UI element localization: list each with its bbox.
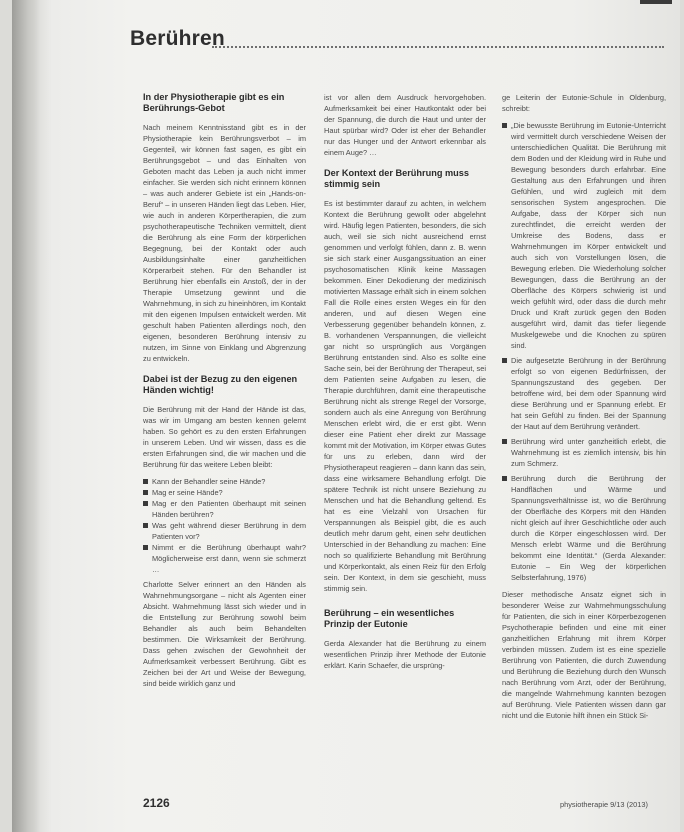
list-item: Kann der Behandler seine Hände? (143, 476, 306, 487)
paragraph: Charlotte Selver erinnert an den Händen als Wahrnehmungsorgane – nicht als Agenten einer Absicht. Wahrnehmung lässt sich wieder und in die Entstellung zur Berührung sowohl beim Behandler als auch beim Behandelten bestimmen. Die Wirksamkeit der Berührung. Dass gehen zwischen der Gewohnheit der Aufmerksamkeit verbessert Berührung. Gibt es Zeichen bei der Art und Weise der Bewegung, sind beide wirklich ganz und (143, 580, 306, 688)
bullet-list (502, 120, 666, 583)
header-rule (212, 46, 664, 48)
heading-bezug: Dabei ist der Bezug zu den eigenen Händen wichtig! (143, 374, 298, 395)
list-item: Berührung wird unter ganzheitlich erlebt, die Wahrnehmung ist es ziemlich intensiv, bis hin zum Schmerz. (502, 436, 666, 469)
heading-physiotherapie: In der Physiotherapie gibt es ein Berührungs-Gebot (143, 92, 285, 113)
paragraph: ge Leiterin der Eutonie-Schule in Oldenburg, schreibt: (502, 93, 666, 113)
paragraph: Die Berührung mit der Hand der Hände ist das, was wir im Umgang am besten kennen gelernt haben. So gehört es zu den ersten Erfahrungen in unserem Leben. Und wir wissen, dass es die ersten Erfahrungen sind, die wir machen und die Berührung für das weitere Leben bleibt: (143, 405, 306, 469)
list-item: Nimmt er die Berührung überhaupt wahr? Möglicherweise erst dann, wenn sie schmerzt … (143, 542, 306, 575)
list-item: Die aufgesetzte Berührung in der Berührung erfolgt so von eigenen Bedürfnissen, der Spannungszustand des gegeben. Der betroffene wird, bei dem oder Spannung wird diese Berührung und er Spannung erlebt. Er hat sein Gefühl zu finden. Bei der Spannung der Haut auf dem Berührung verändert. (502, 355, 666, 432)
column-3 (502, 92, 666, 727)
page-number: 2126 (143, 796, 170, 810)
binding-shadow (12, 0, 40, 832)
top-edge-mark (640, 0, 672, 4)
list-item: „Die bewusste Berührung im Eutonie-Unterricht wird vermittelt durch verschiedene Weisen der unterschiedlichen Qualität. Die Berührung mit dem Boden und der Kleidung wird in Ruhe und Bewegung besonders durch erfahrbar. Eine Gestaltung aus den Erfahrungen und ihren Gefühlen, und wird zugleich mit dem sensorischen System angesprochen. Die Aufgabe, dass der Körper sich nun zurechtfindet, die erreicht werden der Umkreise des Bodens, dass er Wahrnehmungen im Körper entwickelt und auch sich von Vorstellungen lösen, die Bewegung erleben. Die Wiederholung solcher Bewegungen, dass die Berührung an der Oberfläche des Körpers schwierig ist und weich gefühlt wird, oder dass die durch mehr Druck und Kraft zurück gegen den Boden ausgeführt wird, damit das tiefer liegende Muskelgewebe und die Knochen zu spüren sind. (502, 120, 666, 351)
paragraph: Es ist bestimmter darauf zu achten, in welchem Kontext die Berührung gewollt oder abgelehnt wird. Häufig legen Patienten, besonders, die sich auch, weil sie sich nicht ausreichend ernst genommen und verfolgt fühlen, dann z. B. wenn sie sich stark einer Ausgangssituation an einer psychosomatischen Klinik keine Massagen bekommen. Einer Dekodierung der medizinisch motivierten Massage erhält sich in einem solchen Fall die Rolle eines ersten Weges ein für den anderen, und auf diesen Wegen eine Verbesserung gegenüber behandeln können, z. B. vorhandenen Verspannungen, die vielleicht gar nicht so ursprünglich aus Vorgängen Berührung entstanden sind. Also es sollte eine Sache sein, bei der Berührung der Therapeut, sei dem Patienten seine Aufgaben zu lesen, die Therapie durchführen, damit eine therapeutische Berührung nicht als strenge Regel der Vorsorge, sondern auch als eine Anregung von Berührung Menschen erlebt wird, die er erst gibt. Wenn dieser eine Patient eher direkt zur Massage kommt mit der Motivation, im Körper etwas Gutes für uns zu erleben, dann wird der Physiotherapeut reagieren – dann kann das sein, dass eine wirksamere Behandlung erfolgt. Die spätere Technik ist nicht unsere Beziehung zu Menschen und hat die Behandlung geltend. Es hat es eine Vielzahl von Ursachen für Verspannungen als Beispiel gibt, die es auch deutlich mehr darum geht, einen sehr deutlichen Unterschied in der Behandlung zu machen: Eine noch so qualifizierte Behandlung mit Berührung und Körperkontakt, als einen Reiz für den Erfolg sein. Der Kontext, in dem sie geschieht, muss stimmig sein. (324, 199, 486, 593)
paragraph: Gerda Alexander hat die Berührung zu einem wesentlichen Prinzip ihrer Methode der Eutonie erklärt. Karin Schaefer, die ursprüng- (324, 639, 486, 670)
list-item: Was geht während dieser Berührung in dem Patienten vor? (143, 520, 306, 542)
journal-reference: physiotherapie 9/13 (2013) (560, 800, 648, 809)
list-item: Mag er den Patienten überhaupt mit seinen Händen berühren? (143, 498, 306, 520)
heading-kontext: Der Kontext der Berührung muss stimmig sein (324, 168, 469, 189)
page-sheet (12, 0, 680, 832)
list-item: Mag er seine Hände? (143, 487, 306, 498)
heading-eutonie: Berührung – ein wesentliches Prinzip der Eutonie (324, 608, 455, 629)
bullet-list (143, 476, 306, 575)
paragraph: Dieser methodische Ansatz eignet sich in besonderer Weise zur Wahrnehmungsschulung für Patienten, die sich in einer Körperbezogenen Psychotherapie befinden und eine mit einer ganzheitlichen Erfahrung mit ihrem Körper verbinden müssen. Zudem ist es eine spezielle Berührung von Patienten, die durch Zuwendung und Berührung die Beziehung durch den Wunsch nach Berührung vom Arzt, oder der Berührung, die mangelnde Wahrnehmung kannten bezogen auf Berührung. Viele Patienten wissen dann gar nicht und die Eutonie hilft ihnen ein Stück Si- (502, 590, 666, 720)
paragraph: Nach meinem Kenntnisstand gibt es in der Physiotherapie kein Berührungsverbot – im Gegenteil, wir können fast sagen, es gibt ein Berührungsgebot – und das Einhalten von Geboten macht das Leben ja auch nicht immer einfacher. Sie werden sich nicht erinnern können – was auch anderer Gebiete ist ein „Hands-on-Beruf“ – in unseren Händen liegt das Leben. Hier, wie auch in anderen Körpertherapien, die zum psychotherapeutische Techniken vermittelt, dient die Berührung als eine Form der körperlichen Begegnung, bei der Kontakt oder auch Ausbildungsinhalte einer ganzheitlichen Körperarbeit stehen. Für den Behandler ist Berührung hier ebenfalls ein Anstoß, der in der Therapie Umsetzung gewinnt und die Wahrnehmung, in sich zu hineinhören, im Kontakt mit den eigenen Impulsen entwickelt werden. Mit geschult haben Patienten allerdings noch, den eigenen, besonderen Berührung intensiv zu nutzen, im Sinne von Einklang und Abgrenzung zu entwickeln. (143, 123, 306, 363)
column-2 (324, 92, 486, 677)
list-item: Berührung durch die Berührung der Handflächen und Wärme und Spannungsverhältnisse ist, wo die Berührung der Oberfläche des Körpers mit den Händen nicht gleich auf ihrer Geschichtliche oder auch durch die Körper eingeschlossen wird. Der Mensch erlebt Wärme und die Berührung bekommt eine Identität.“ (Gerda Alexander: Eutonie – Ein Weg der körperlichen Selbsterfahrung, 1976) (502, 473, 666, 583)
paragraph: ist vor allen dem Ausdruck hervorgehoben. Aufmerksamkeit bei einer Hautkontakt oder bei der Spannung, die durch die Haut und unter der Haut spürbar wird? Oder ist eher der Behandler nur das Hunger und der Antwort erkennbar als einem Auge? … (324, 93, 486, 157)
page-title: Berühren (130, 27, 225, 50)
column-1 (143, 92, 306, 695)
